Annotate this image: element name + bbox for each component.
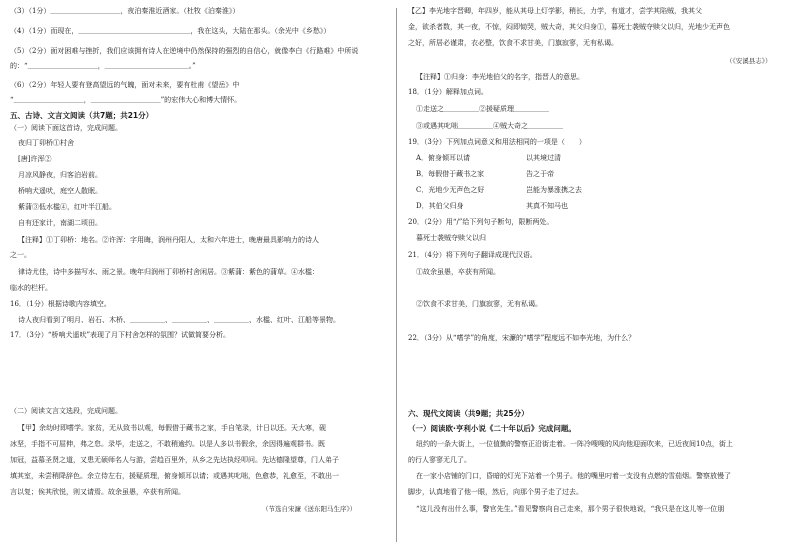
right-text-line: 之好，所居必谨肃，衣必整，饮食不求甘美，门旗寂寥，无有私谒。 bbox=[408, 39, 618, 47]
left-text-line: 紫蒲③低水槛④，红叶半江船。 bbox=[18, 203, 116, 211]
left-text-line: 【注释】①丁卯桥：地名。②许浑：字用晦，润州丹阳人，太和六年进士，晚唐最具影响力的诗人 bbox=[18, 236, 319, 244]
left-text-line: “＿＿＿＿＿＿＿＿＿＿，＿＿＿＿＿＿＿＿＿＿”的宏伟大心和博大情怀。 bbox=[10, 96, 242, 104]
left-text-line: 冰坚，手指不可屈伸，弗之怠。录毕，走送之，不敢稍逾约。以是人多以书假余，余因得遍观群书。既 bbox=[10, 440, 325, 448]
left-text-line: [唐]许浑② bbox=[18, 155, 52, 163]
right-text-line: 暮死士袭贼夺赎父以归 bbox=[416, 234, 486, 242]
right-text-line: 18．（1分）解释加点词。 bbox=[408, 88, 488, 96]
left-text-line: 17．（3分）“桥响犬遥吠”表现了月下村舍怎样的氛围？试做简要分析。 bbox=[10, 331, 231, 339]
right-text-line: ③或遇其叱咄＿＿＿＿＿④贼大奇之＿＿＿＿＿ bbox=[416, 122, 563, 130]
left-text-line: 月凉风静夜，归客泊岩前。 bbox=[18, 171, 102, 179]
right-text-line: 22．（3分）从“嗜学”的角度，宋濂的“嗜学”程度远不如李光地，为什么？ bbox=[408, 334, 636, 342]
right-text-line: 19．（3分）下列加点词意义和用法相同的一项是（ ） bbox=[408, 138, 586, 146]
left-text-line: 加冠，益慕圣贤之道，又患无硕师名人与游，尝趋百里外，从乡之先达执经叩问。先达德隆望尊，门人弟子 bbox=[10, 456, 339, 464]
right-text-line: 在一家小店铺的门口，昏暗的灯光下站着一个男子。他的嘴里叼着一支没有点燃的雪茄烟。警察放慢了 bbox=[416, 472, 731, 480]
right-text-line: 21．（4分）将下列句子翻译成现代汉语。 bbox=[408, 251, 537, 259]
left-text-line: 言以复；俟其欣悦，则又请焉。故余虽愚，卒获有所闻。 bbox=[10, 488, 185, 496]
right-text-line: ①故余虽愚，卒获有所闻。 bbox=[416, 268, 500, 276]
left-text-line: （6）（2分）年轻人要有登高望远的气魄，面对未来，要有杜甫《望岳》中 bbox=[10, 81, 240, 89]
right-text-line: 其真不知马也 bbox=[526, 202, 568, 210]
right-text-line: 六、现代文阅读（共9题；共25分） bbox=[408, 409, 529, 418]
right-text-line: 以其境过清 bbox=[526, 154, 561, 162]
right-text-line: 【注释】①归身：李光地伯父的名字，指晋人的意思。 bbox=[416, 73, 584, 81]
left-text-line: 五、古诗、文言文阅读（共7题；共21分） bbox=[10, 111, 154, 120]
right-text-line: ①走送之＿＿＿＿＿②援疑质理＿＿＿＿＿ bbox=[416, 105, 549, 113]
right-text-line: ②饮食不求甘美，门旗寂寥，无有私谒。 bbox=[416, 300, 542, 308]
right-text-line: 告之于帝 bbox=[526, 170, 554, 178]
left-text-line: 夜归丁卯桥①村舍 bbox=[18, 139, 74, 147]
right-text-line: C．光地少无声色之好 bbox=[416, 186, 485, 194]
left-text-line: 【甲】余幼时即嗜学。家贫，无从致书以观，每假借于藏书之家，手自笔录，计日以还。天大寒，砚 bbox=[18, 424, 326, 432]
right-text-line: 脚步，认真地看了他一眼，然后，向那个男子走了过去。 bbox=[408, 488, 583, 496]
right-text-line: 金，欲杀者数，其一夜，不惊，闷即恸哭，贼大奇，其父归身①，暮死士袭贼夺赎父以归，光地少无声色 bbox=[408, 23, 730, 31]
right-text-line: （一）阅读欧·亨利小说《二十年以后》完成问题。 bbox=[408, 424, 576, 433]
left-text-line: （5）（2分）面对困难与挫折，我们应该拥有诗人在逆境中仍然保持的强烈的自信心，就像李白《行路难》中所说 bbox=[10, 47, 359, 55]
left-text-line: 自有还家计，南湖二顷田。 bbox=[18, 219, 102, 227]
right-text-line: B．每假借于藏书之家 bbox=[416, 170, 485, 178]
left-text-line: 填其室，未尝稍降辞色。余立侍左右，援疑质理，俯身倾耳以请；或遇其叱咄，色愈恭，礼愈至，不敢出一 bbox=[10, 472, 339, 480]
column-divider bbox=[396, 8, 397, 542]
right-text-line: 岂能为暴涨携之去 bbox=[526, 186, 582, 194]
right-text-line: 纽约的一条大街上，一位值勤的警察正沿街走着。一阵冷嗖嗖的风向他迎面吹来，已近夜间10点，街上 bbox=[416, 440, 733, 448]
right-text-line: “这儿没有出什么事，警官先生。”看见警察向自己走来，那个男子很快地说，“我只是在这儿等一位朋 bbox=[416, 505, 725, 513]
left-text-line: 的：“＿＿＿＿＿＿＿＿＿＿，＿＿＿＿＿＿＿＿＿＿＿＿。” bbox=[10, 62, 196, 70]
left-text-line: （二）阅读文言文选段，完成问题。 bbox=[10, 407, 122, 415]
left-text-line: （4）（1分）而现在，＿＿＿＿＿＿＿＿＿＿＿＿＿＿＿＿，我在这头，大陆在那头。（余光中《乡愁》） bbox=[10, 27, 331, 35]
left-text-line: 桥响犬遥吠，庭空人散眠。 bbox=[18, 187, 102, 195]
left-text-line: 临水的栏杆。 bbox=[10, 284, 52, 292]
right-text-line: （《安溪县志》） bbox=[726, 57, 772, 65]
left-text-line: 之一。 bbox=[10, 251, 31, 259]
right-text-line: 【乙】李光地字晋卿，年四岁，能从其母上灯学影，稍长，力学，有道才，尝学其陷贼，我其父 bbox=[408, 7, 702, 15]
right-text-line: 的行人寥寥无几了。 bbox=[408, 456, 471, 464]
right-column bbox=[398, 0, 794, 550]
left-text-line: （节选自宋濂《送东阳马生序》） bbox=[262, 505, 357, 513]
left-text-line: （一）阅读下面这首诗，完成问题。 bbox=[10, 124, 122, 132]
left-text-line: 律诗尤佳，诗中多描写水、雨之景。晚年归润州丁卯桥村舍闲居。③紫蒲：紫色的蒲草。④水槛： bbox=[18, 268, 319, 276]
left-text-line: 16．（1分）根据诗歌内容填空。 bbox=[10, 300, 111, 308]
right-text-line: A．俯身倾耳以请 bbox=[416, 154, 471, 162]
right-text-line: D．其伯父归身 bbox=[416, 202, 464, 210]
right-text-line: 20．（2分）用“/”给下列句子断句，限断两处。 bbox=[408, 218, 554, 226]
left-text-line: 诗人夜归看到了明月、岩石、木桥、＿＿＿＿＿、＿＿＿＿＿、＿＿＿＿＿、水槛、红叶、江船等景物。 bbox=[18, 316, 340, 324]
left-text-line: （3）（1分）＿＿＿＿＿＿＿＿＿＿，夜泊秦淮近酒家。（杜牧《泊秦淮》） bbox=[10, 7, 240, 15]
